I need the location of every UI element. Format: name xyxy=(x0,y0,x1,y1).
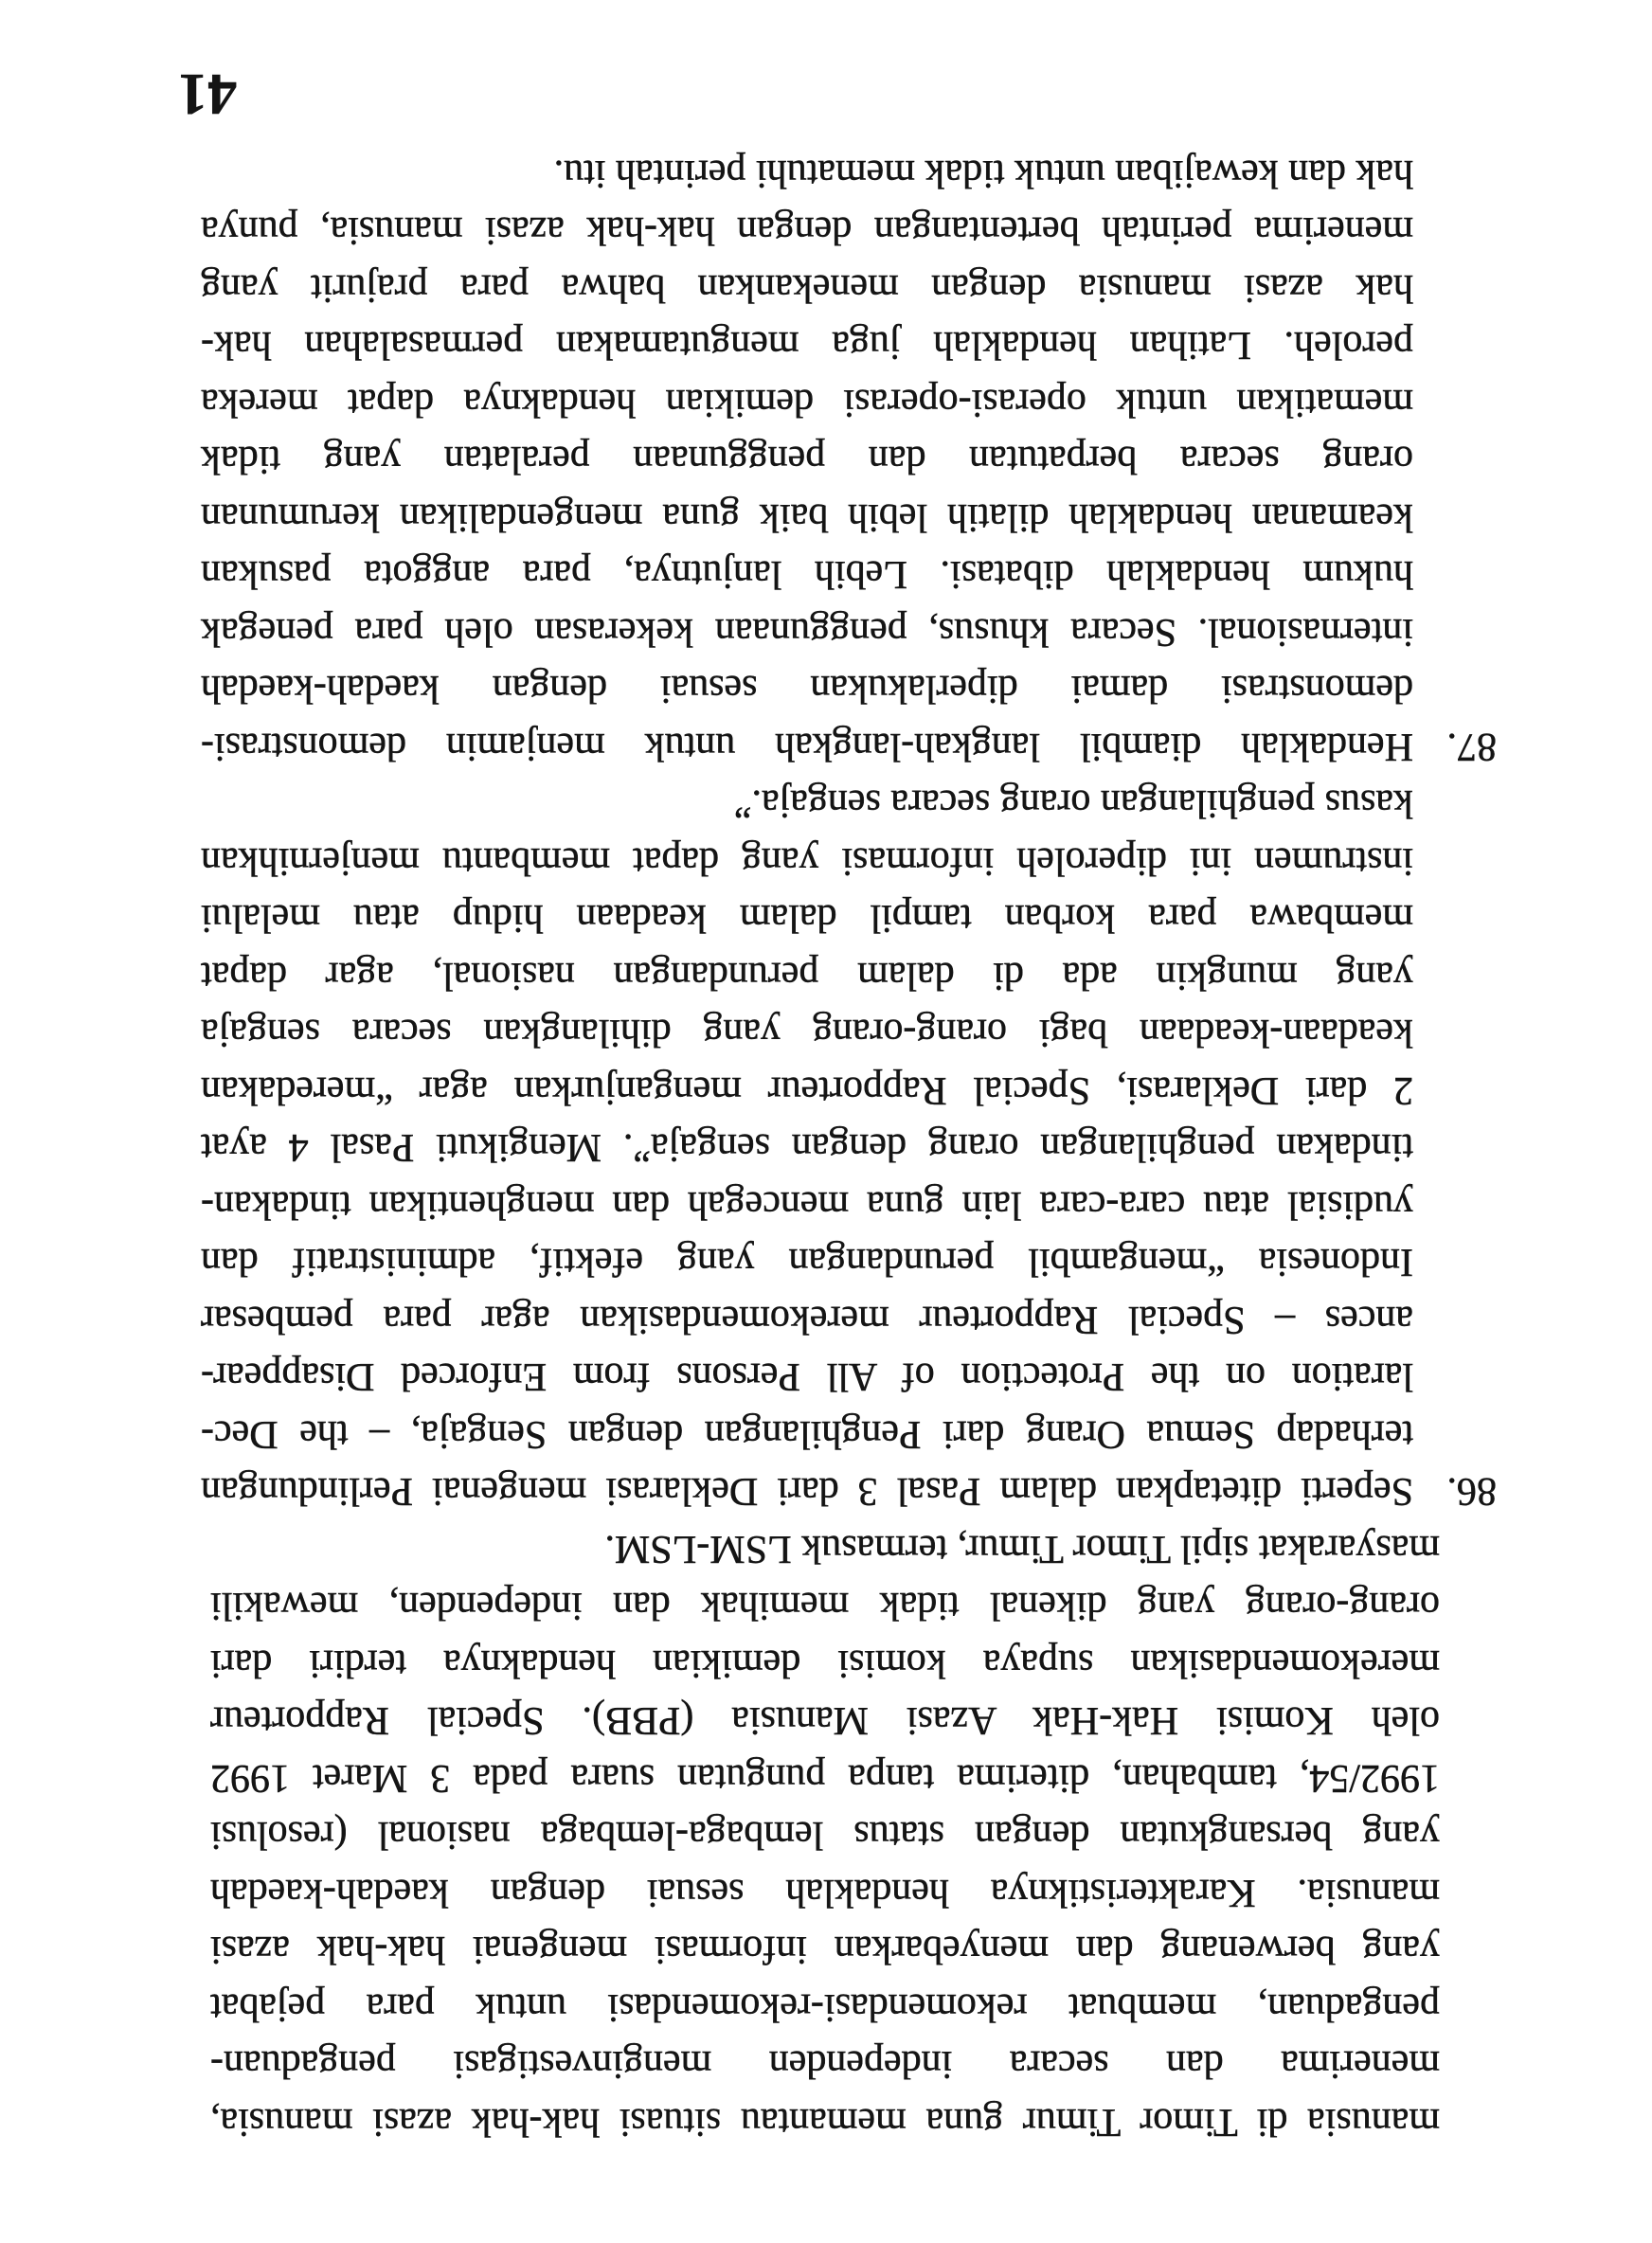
text-line: oleh Komisi Hak-Hak Azasi Manusia (PBB). Special Rapporteur xyxy=(210,1698,1440,1743)
text-line: pengaduan, membuat rekomendasi-rekomendasi untuk para pejabat xyxy=(210,1985,1440,2029)
text-line: hak azasi manusia dengan menekankan bahwa para prajurit yang xyxy=(201,266,1413,310)
paragraph-number: 86. xyxy=(1446,1469,1497,1514)
text-line: mematikan untuk operasi-operasi demikian hendaknya dapat mereka xyxy=(201,381,1413,424)
text-line: laration on the Protection of All Persons from Enforced Disappear- xyxy=(201,1355,1413,1399)
text-line: yudisial atau cara-cara lain guna mencegah dan menghentikan tindakan- xyxy=(201,1183,1413,1227)
text-line: yang bersangkutan dengan status lembaga-lembaga nasional (resolusi xyxy=(210,1813,1440,1857)
text-line: kasus penghilangan orang secara sengaja.” xyxy=(733,781,1413,826)
text-line: internasional. Secara khusus, penggunaan kekerasan oleh para penegak xyxy=(201,610,1413,654)
text-line: demonstrasi damai diperlakukan sesuai dengan kaedah-kaedah xyxy=(201,667,1413,711)
paragraph-87 xyxy=(201,145,1497,776)
text-line: 1992/54, tambahan, diterima tanpa pungutan suara pada 3 Maret 1992 xyxy=(210,1756,1440,1800)
text-line: merekomendasikan supaya komisi demikian hendaknya terdiri dari xyxy=(210,1642,1440,1685)
text-line: yang berwenang dan menyebarkan informasi mengenai hak-hak azasi xyxy=(210,1928,1440,1972)
text-line: yang mungkin ada di dalam perundangan nasional, agar dapat xyxy=(201,954,1413,997)
text-line: Seperti ditetapkan dalam Pasal 3 dari Deklarasi mengenai Perlindungan xyxy=(201,1469,1413,1514)
paragraph-86 xyxy=(201,775,1497,1520)
text-line: 2 dari Deklarasi, Special Rapporteur menganjurkan agar “meredakan xyxy=(201,1068,1413,1112)
text-line: hukum hendaklah dibatasi. Lebih lanjutnya, para anggota pasukan xyxy=(201,552,1413,597)
page-number: 41 xyxy=(178,62,237,126)
text-line: manusia di Timor Timur guna memantau situasi hak-hak azasi manusia, xyxy=(210,2100,1440,2144)
text-line: hak dan kewajiban untuk tidak mematuhi perintah itu. xyxy=(553,152,1413,195)
text-line: Indonesia “mengambil perundangan yang efektif, administratif dan xyxy=(201,1240,1413,1284)
text-line: menerima dan secara independen menginvestigasi pengaduan- xyxy=(210,2042,1440,2087)
paragraph-continuation xyxy=(210,1520,1440,2151)
page-body xyxy=(0,145,1652,2151)
text-line: keadaan-keadaan bagi orang-orang yang dihilangkan secara sengaja xyxy=(201,1011,1413,1055)
text-line: ances – Special Rapporteur merekomendasikan agar para pembesar xyxy=(201,1298,1413,1341)
text-line: masyarakat sipil Timor Timur, termasuk LSM-LSM. xyxy=(604,1527,1440,1570)
text-line: keamanan hendaklah dilatih lebih baik guna mengendalikan kerumunan xyxy=(201,495,1413,539)
text-line: peroleh. Latihan hendaklah juga mengutamakan permasalahan hak- xyxy=(201,323,1413,368)
text-line: menerima perintah bertentangan dengan hak-hak azasi manusia, punya xyxy=(201,208,1413,253)
paragraph-number: 87. xyxy=(1446,725,1497,768)
text-line: tindakan penghilangan orang dengan sengaja”. Mengikuti Pasal 4 ayat xyxy=(201,1125,1413,1170)
text-line: Hendaklah diambil langkah-langkah untuk menjamin demonstrasi- xyxy=(201,725,1413,768)
text-line: manusia. Karakteristiknya hendaklah sesuai dengan kaedah-kaedah xyxy=(210,1871,1440,1914)
text-line: orang-orang yang dikenal tidak memihak dan independen, mewakili xyxy=(210,1584,1440,1628)
text-line: terhadap Semua Orang dari Penghilangan dengan Sengaja, – the Dec- xyxy=(201,1412,1413,1456)
text-line: instrumen ini diperoleh informasi yang dapat membantu menjernihkan xyxy=(201,839,1413,883)
text-line: orang secara berpatutan dan penggunaan peralatan yang tidak xyxy=(201,438,1413,482)
text-line: membawa para korban tampil dalam keadaan hidup atau melalui xyxy=(201,896,1413,941)
